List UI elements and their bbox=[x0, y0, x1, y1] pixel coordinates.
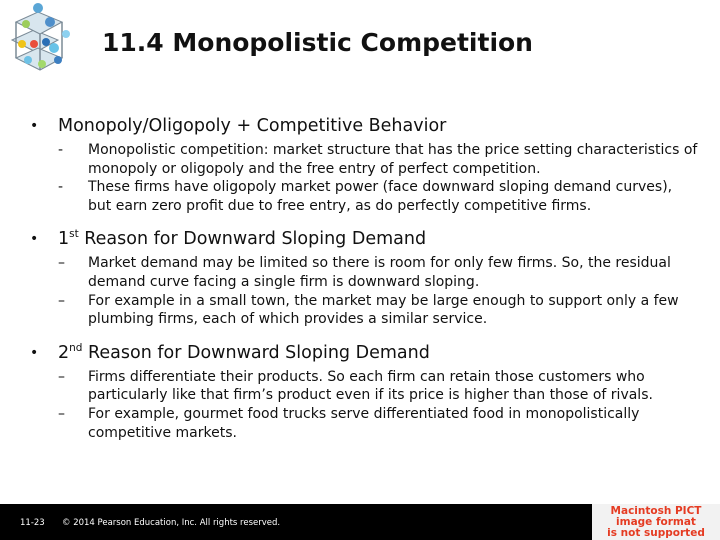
slide-body bbox=[28, 116, 698, 442]
sub-bullet-1-2 bbox=[58, 178, 698, 215]
sub-bullet-3-2 bbox=[58, 405, 698, 442]
footer-bar bbox=[0, 504, 592, 540]
pict-line-1: Macintosh PICT bbox=[610, 505, 702, 517]
sub-dash: - bbox=[58, 179, 64, 196]
sub-bullet-3-1-text: Firms differentiate their products. So each firm can retain those customers who particularly like that firm’s product even if its price is higher than those of rivals. bbox=[88, 368, 653, 404]
pict-line-3: is not supported bbox=[607, 527, 705, 539]
sub-bullet-2-1-text: Market demand may be limited so there is room for only few firms. So, the residual demand curve facing a single firm is downward sloping. bbox=[88, 255, 671, 290]
sub-dash: - bbox=[58, 142, 64, 158]
bullet-2-text: Reason for Downward Sloping Demand bbox=[78, 229, 427, 250]
bullet-dot: • bbox=[30, 231, 39, 248]
bullet-2 bbox=[28, 229, 698, 250]
bullet-1-text: Monopoly/Oligopoly + Competitive Behavior bbox=[58, 116, 447, 136]
page-number: 11-23 bbox=[20, 518, 45, 528]
sub-bullet-3-2-text: For example, gourmet food trucks serve differentiated food in monopolistically competitive markets. bbox=[88, 405, 640, 441]
bullet-2-prefix: 1 bbox=[58, 229, 70, 250]
unsupported-image-placeholder bbox=[592, 504, 720, 540]
bullet-2-sup: st bbox=[69, 228, 79, 241]
sub-bullet-2-2-text: For example in a small town, the market may be large enough to support only a few plumbing firms, each of which provides a similar service. bbox=[88, 292, 679, 328]
bullet-3-prefix: 2 bbox=[58, 342, 70, 363]
sub-dash: – bbox=[58, 405, 65, 422]
sub-bullet-3-1 bbox=[58, 368, 698, 405]
pict-line-2: image format bbox=[616, 516, 696, 528]
bullet-dot: • bbox=[30, 344, 39, 361]
sub-bullet-1-1-text: Monopolistic competition: market structure that has the price setting characteristics of monopoly or oligopoly and the free entry of perfect competition. bbox=[88, 142, 698, 177]
sub-bullet-1-2-text: These firms have oligopoly market power (face downward sloping demand curves), but earn zero profit due to free entry, as do perfectly competitive firms. bbox=[88, 179, 673, 214]
sub-dash: – bbox=[58, 368, 65, 385]
copyright-text: © 2014 Pearson Education, Inc. All rights reserved. bbox=[62, 518, 281, 528]
bullet-dot: • bbox=[30, 118, 39, 134]
sub-bullet-1-1 bbox=[58, 141, 698, 178]
sub-bullet-2-2 bbox=[58, 292, 698, 329]
bullet-3-sup: nd bbox=[69, 341, 83, 354]
sub-dash: – bbox=[58, 292, 65, 309]
sub-dash: – bbox=[58, 255, 65, 272]
sub-bullet-2-1 bbox=[58, 254, 698, 291]
bullet-3 bbox=[28, 343, 698, 364]
slide-title: 11.4 Monopolistic Competition bbox=[102, 28, 533, 57]
stacked-cubes-logo-icon bbox=[2, 0, 88, 78]
bullet-1 bbox=[28, 116, 698, 137]
bullet-3-text: Reason for Downward Sloping Demand bbox=[82, 342, 430, 363]
